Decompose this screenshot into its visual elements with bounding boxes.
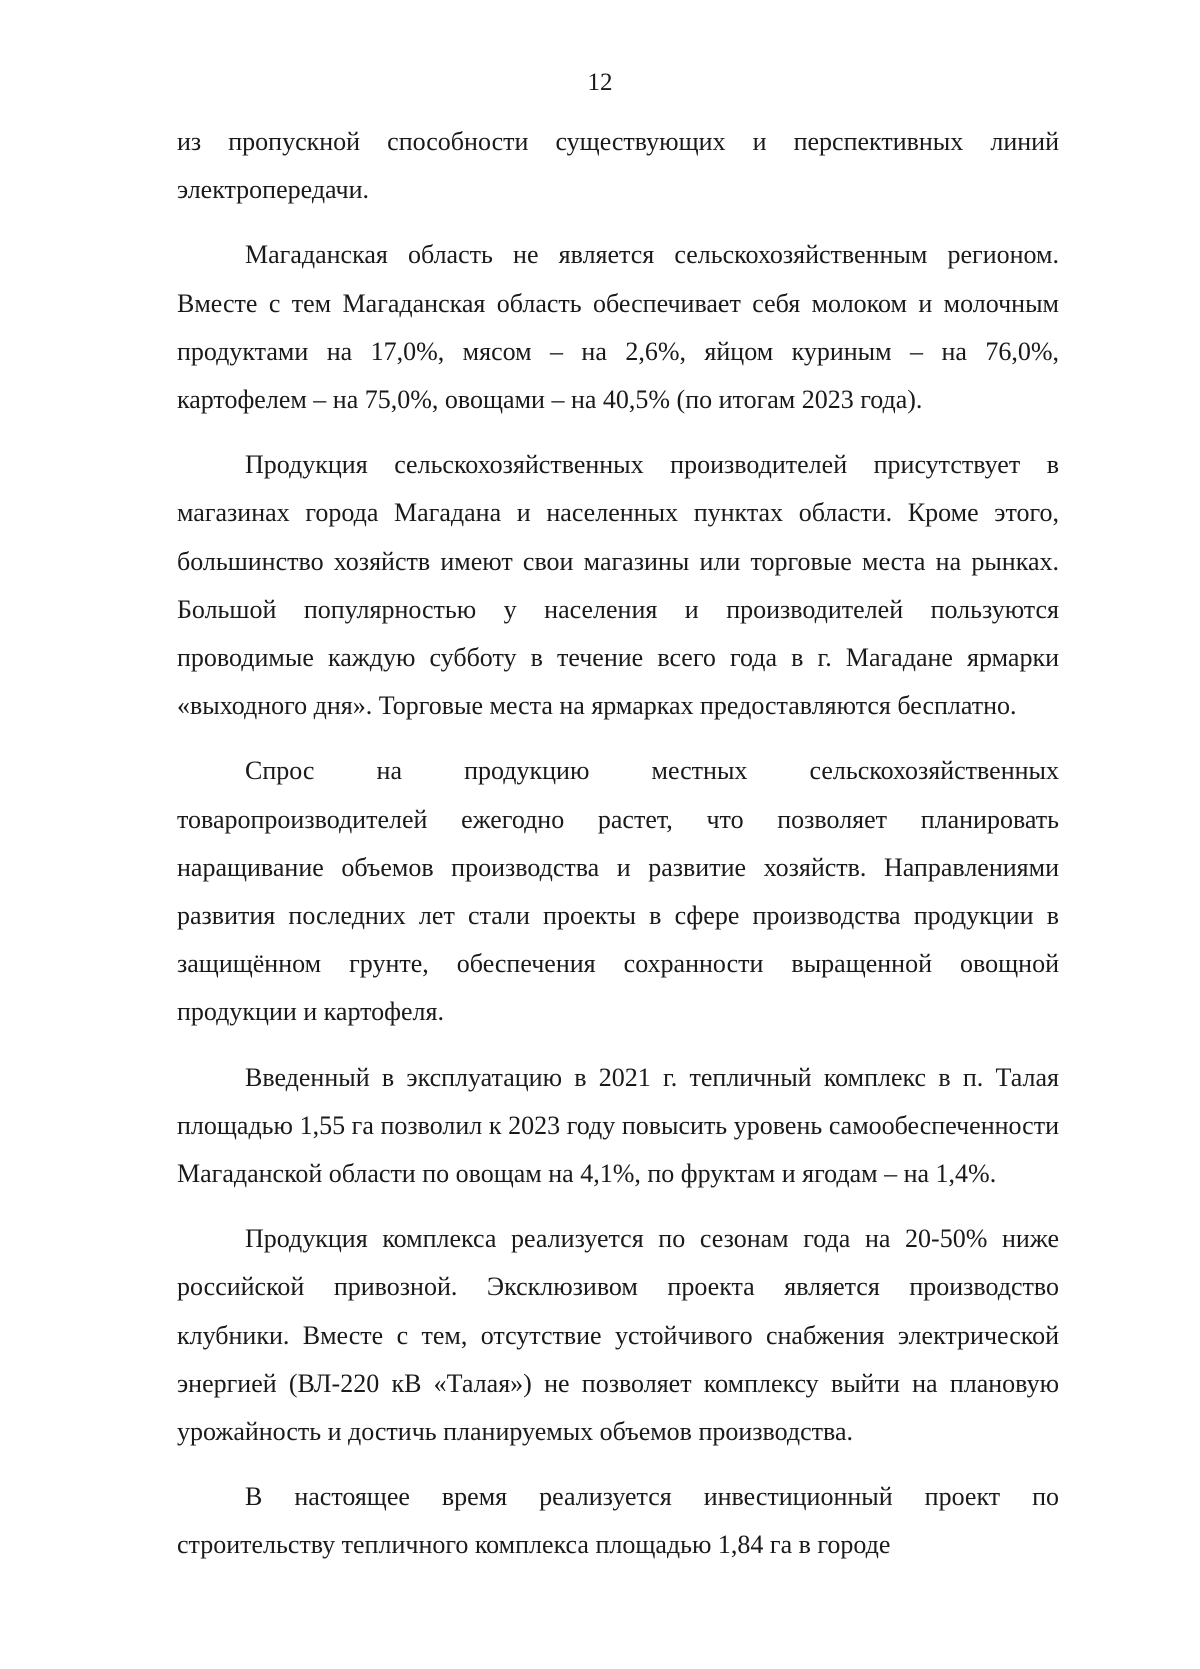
paragraph-complex-products: Продукция комплекса реализуется по сезонам года на 20-50% ниже российской привозной. Эксклюзивом проекта является производство клубники. Вместе с тем, отсутствие устойчивого снабжения электрической энергией (ВЛ-220 кВ «Талая») не позволяет комплексу выйти на плановую урожайность и достичь планируемых объемов производства. xyxy=(177,1224,1059,1447)
paragraph-greenhouse-talaya: Введенный в эксплуатацию в 2021 г. тепличный комплекс в п. Талая площадью 1,55 га позволил к 2023 году повысить уровень самообеспеченности Магаданской области по овощам на 4,1%, по фруктам и ягодам – на 1,4%. xyxy=(177,1062,1059,1189)
paragraph-continuation: из пропускной способности существующих и перспективных линий электропередачи. xyxy=(177,127,1059,205)
paragraph-local-produce-sales: Продукция сельскохозяйственных производителей присутствует в магазинах города Магадана и населенных пунктах области. Кроме этого, большинство хозяйств имеют свои магазины или торговые места на рынках. Большой популярностью у населения и производителей пользуются проводимые каждую субботу в течение всего года в г. Магадане ярмарки «выходного дня». Торговые места на ярмарках предоставляются бесплатно. xyxy=(177,450,1059,721)
page-number: 12 xyxy=(587,69,613,96)
paragraph-agriculture-self-sufficiency: Магаданская область не является сельскохозяйственным регионом. Вместе с тем Магаданская область обеспечивает себя молоком и молочным продуктами на 17,0%, мясом – на 2,6%, яйцом куриным – на 76,0%, картофелем – на 75,0%, овощами – на 40,5% (по итогам 2023 года). xyxy=(177,240,1059,415)
document-body xyxy=(177,118,1059,1570)
paragraph-demand-growth: Спрос на продукцию местных сельскохозяйственных товаропроизводителей ежегодно растет, что позволяет планировать наращивание объемов производства и развитие хозяйств. Направлениями развития последних лет стали проекты в сфере производства продукции в защищённом грунте, обеспечения сохранности выращенной овощной продукции и картофеля. xyxy=(177,756,1059,1027)
paragraph-investment-project: В настоящее время реализуется инвестиционный проект по строительству тепличного комплекса площадью 1,84 га в городе xyxy=(177,1482,1059,1560)
